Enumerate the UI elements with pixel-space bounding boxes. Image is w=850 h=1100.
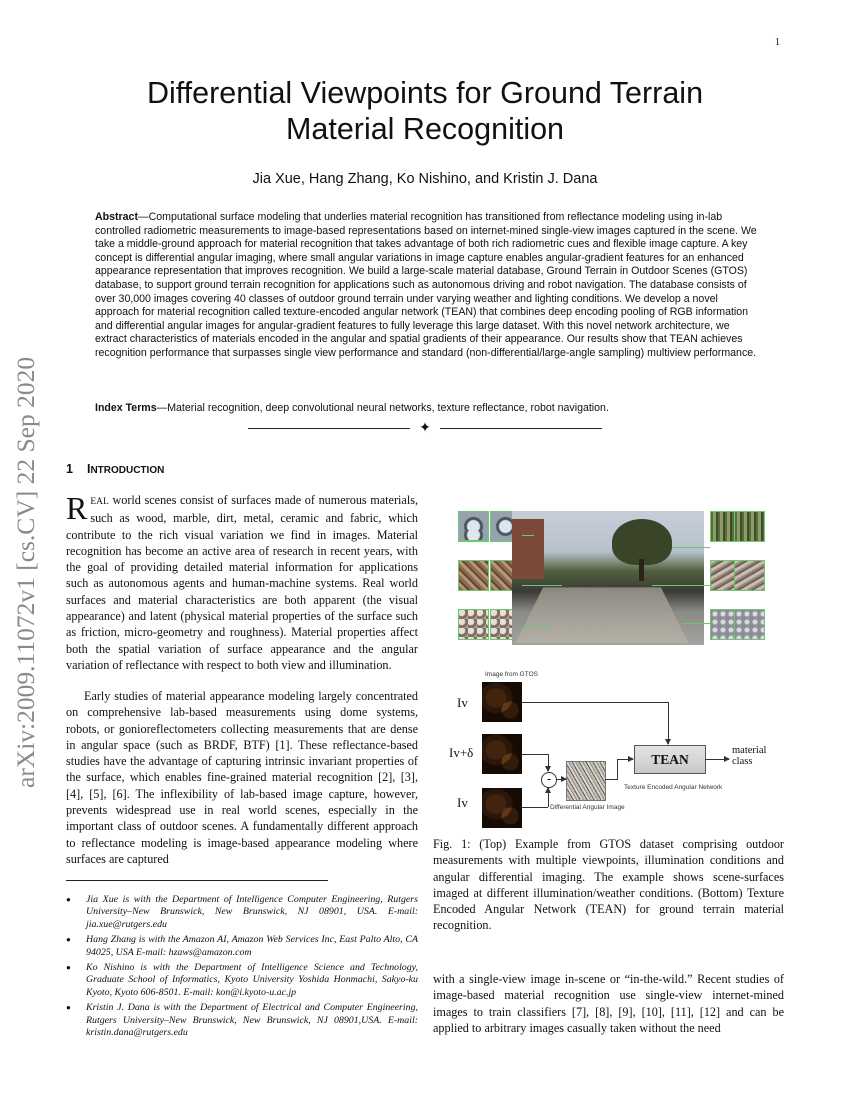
flow-line xyxy=(617,759,618,780)
differential-angular-image xyxy=(566,761,606,801)
section-title-rest: NTRODUCTION xyxy=(90,465,165,476)
texture-patch xyxy=(458,560,489,591)
connector-line xyxy=(522,585,562,586)
section-number: 1 xyxy=(66,462,73,476)
tean-network-box: TEAN xyxy=(634,745,706,774)
arxiv-stamp: arXiv:2009.11072v1 [cs.CV] 22 Sep 2020 xyxy=(11,356,40,788)
texture-patch xyxy=(734,609,765,640)
footnote-item: ● Kristin J. Dana is with the Department of Electrical and Computer Engineering, Rutgers University–New Brunswick, New Brunswick, NJ 08901,USA. E-mail: kristin.dana@rutgers.edu xyxy=(66,1002,418,1039)
label-iv-delta: Iv+δ xyxy=(449,745,474,760)
flow-arrow xyxy=(556,779,566,780)
scene-path xyxy=(516,587,688,643)
index-terms-label: Index Terms xyxy=(95,402,157,414)
flow-line xyxy=(605,779,617,780)
footnote-item: ● Hang Zhang is with the Amazon AI, Amazon Web Services Inc, East Palto Alto, CA 94025, USA E-mail: hzaws@amazon.com xyxy=(66,934,418,959)
terrain-image-iv xyxy=(482,682,522,722)
abstract-text: —Computational surface modeling that underlies material recognition has transitioned from reflectance modeling using in-lab controlled radiometric measurements to image-based representations based on internet-mined single-view images captured in the scene. We take a middle-ground approach for material recognition that takes advantage of both rich radiometric cues and flexible image capture. A key concept is differential angular imaging, where small angular variations in image capture enables angular-gradient features for an enhanced appearance representation that improves recognition. We build a large-scale material database, Ground Terrain in Outdoor Scenes (GTOS) database, to support ground terrain recognition for applications such as autonomous driving and robot navigation. The database consists of over 30,000 images covering 40 classes of outdoor ground terrain under varying weather and lighting conditions. We develop a novel approach for material recognition called texture-encoded angular network (TEAN) that combines deep encoding pooling of RGB information and differential angular images for angular-gradient features to fully leverage this large dataset. With this novel network architecture, we extract characteristics of materials encoded in the angular and spatial gradients of their appearance. Our results show that TEAN achieves recognition performance that surpasses single view performance and standard (non-differential/large-angle sampling) multiview performance. xyxy=(95,211,757,359)
footnote-rule xyxy=(66,880,328,881)
image-from-gtos-label: Image from GTOS xyxy=(485,671,538,678)
section-heading xyxy=(66,462,164,476)
section-divider xyxy=(248,421,602,437)
figure-caption: Fig. 1: (Top) Example from GTOS dataset comprising outdoor measurements with multiple viewpoints, illumination conditions and angular differential imaging. The example shows scene-surfaces imaged at different illumination/weather conditions. (Bottom) Texture Encoded Angular Network (TEAN) for ground terrain material recognition. xyxy=(433,837,784,933)
output-material-class-label: material class xyxy=(732,745,767,767)
authors: Jia Xue, Hang Zhang, Ko Nishino, and Kristin J. Dana xyxy=(252,171,598,187)
paragraph-1-smallcaps: EAL xyxy=(90,497,109,507)
paragraph-3: with a single-view image in-scene or “in-the-wild.” Recent studies of image-based material recognition use single-view internet-mined images to train classifiers [7], [8], [9], [10], [11], [12] and can be applied to arbitrary images casually taken without the need xyxy=(433,972,784,1035)
network-label: Texture Encoded Angular Network xyxy=(624,784,723,791)
flow-arrow xyxy=(548,754,549,771)
paragraph-2: Early studies of material appearance modeling largely concentrated on comprehensive lab-based measurements using dome systems, robots, or gonioreflectometers collecting measurements that are dense in angular space (such as BRDF, BTF) [1]. These reflectance-based studies have the advantage of capturing intrinsic invariant properties of the surface, which enables fine-grained material recognition [2], [3], [4], [5], [6]. The inflexibility of lab-based image capture, however, prevents widespread use in real world scenes, especially in the important class of outdoor scenes. A fundamentally different approach to reflectance modeling is image-based appearance modeling where surfaces are captured xyxy=(66,689,418,866)
index-terms xyxy=(95,402,757,416)
divider-line-left xyxy=(248,428,410,429)
texture-patch xyxy=(734,560,765,591)
connector-line xyxy=(672,547,710,548)
connector-line xyxy=(522,535,534,536)
footnotes xyxy=(66,894,418,1042)
footnote-item: ● Ko Nishino is with the Department of Intelligence Science and Technology, Graduate School of Informatics, Kyoto University Yoshida Honmachi, Sakyo-ku Kyoto, Kyoto 606-8501. E-mail: kon@i.kyoto-u.ac.jp xyxy=(66,962,418,999)
texture-patch xyxy=(458,609,489,640)
diff-image-label: Differential Angular Image xyxy=(550,804,625,811)
divider-star-icon: ✦ xyxy=(419,420,431,436)
texture-patch xyxy=(734,511,765,542)
scene-building xyxy=(512,519,544,579)
flow-arrow xyxy=(548,788,549,807)
page-number: 1 xyxy=(775,37,780,48)
texture-patch xyxy=(458,530,489,541)
scene-tree-trunk xyxy=(639,559,644,581)
connector-line xyxy=(522,627,552,628)
connector-line xyxy=(682,623,710,624)
index-terms-text: —Material recognition, deep convolutional neural networks, texture reflectance, robot navigation. xyxy=(156,402,609,414)
paragraph-1 xyxy=(66,492,418,673)
footnote-item: ● Jia Xue is with the Department of Intelligence Computer Engineering, Rutgers University–New Brunswick, New Brunswick, NJ 08901, USA. E-mail: jia.xue@rutgers.edu xyxy=(66,894,418,931)
terrain-image-iv-delta xyxy=(482,734,522,774)
flow-line xyxy=(522,754,548,755)
flow-line xyxy=(522,807,548,808)
connector-line xyxy=(652,585,710,586)
flow-arrow xyxy=(617,759,633,760)
flow-line xyxy=(522,702,669,703)
divider-line-right xyxy=(440,428,602,429)
abstract xyxy=(95,211,757,361)
outdoor-scene-photo xyxy=(512,511,704,645)
paragraph-1-text: world scenes consist of surfaces made of numerous materials, such as wood, marble, dirt, metal, ceramic and fabric, which contribute to the rich visual variation we find in images. Material recognition has become an active area of research in recent years, with the goal of providing detailed material information for applications such as autonomous agents and human-machine systems. Real world surfaces and material characteristics are both apparent (the visual appearance) and latent (physical material properties of the surface such as friction, micro-geometry and roughness). Material properties affect both the spatial variation of surface appearance and the angular variation of reflectance with respect to both view and illumination. xyxy=(66,493,418,672)
abstract-label: Abstract xyxy=(95,211,138,223)
figure-1 xyxy=(449,505,767,830)
terrain-image-iv-2 xyxy=(482,788,522,828)
label-iv: Iv xyxy=(457,695,468,710)
paper-title: Differential Viewpoints for Ground Terrain Material Recognition xyxy=(146,76,704,146)
subtract-operator-icon: - xyxy=(541,772,557,788)
section-title-initial: I xyxy=(86,462,91,476)
flow-arrow xyxy=(668,702,669,744)
label-iv-2: Iv xyxy=(457,795,468,810)
drop-cap: R xyxy=(66,490,88,526)
flow-arrow xyxy=(705,759,729,760)
